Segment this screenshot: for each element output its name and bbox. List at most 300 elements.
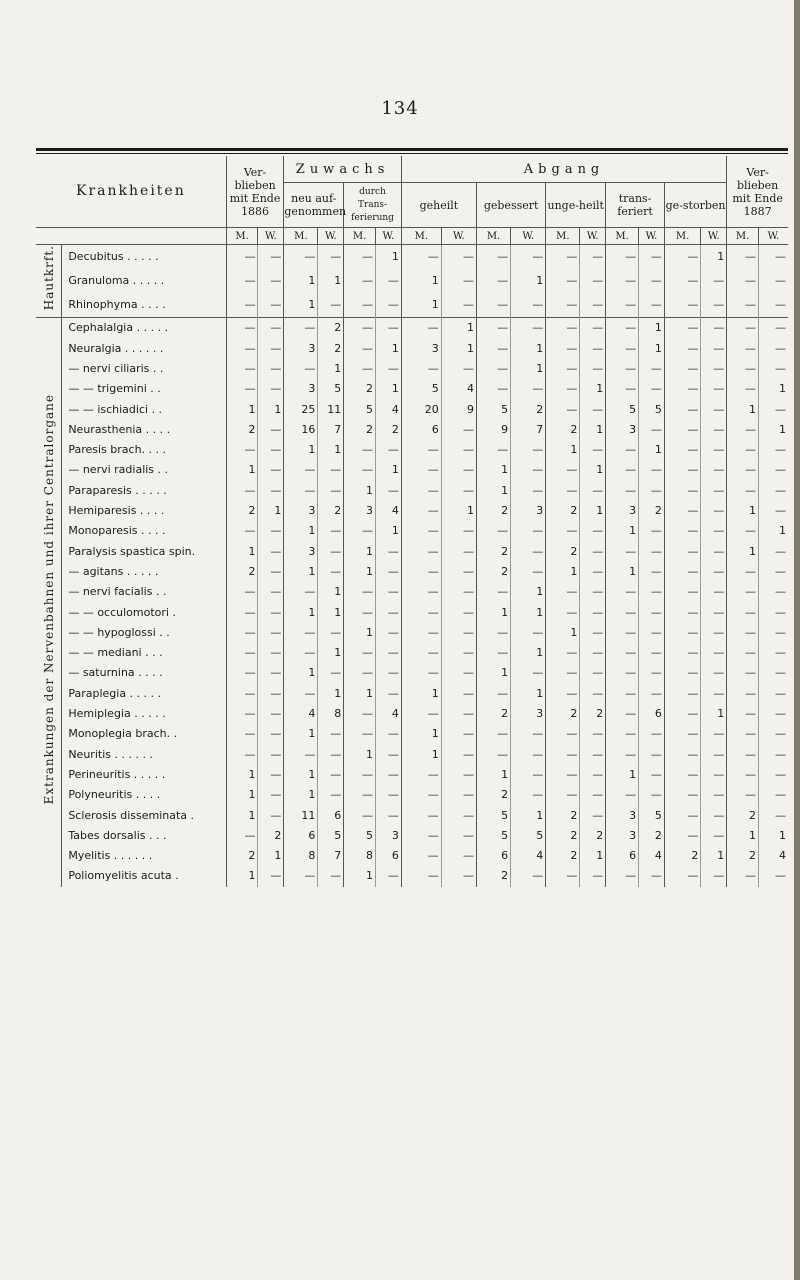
- disease-name: Paraparesis . . . . .: [68, 483, 167, 497]
- value-cell: —: [375, 684, 401, 704]
- value-cell: —: [639, 745, 665, 765]
- value-cell: 1: [727, 399, 759, 419]
- value-cell: —: [284, 866, 318, 886]
- header-unit-w: W.: [258, 228, 284, 245]
- value-cell: —: [727, 318, 759, 339]
- table-row: [36, 339, 788, 359]
- table-row: [36, 521, 788, 541]
- value-cell: —: [606, 379, 639, 399]
- value-cell: —: [441, 582, 476, 602]
- value-cell: —: [546, 245, 580, 270]
- table-row: [36, 399, 788, 419]
- value-cell: —: [758, 460, 788, 480]
- value-cell: 1: [727, 542, 759, 562]
- value-cell: —: [318, 542, 344, 562]
- value-cell: —: [401, 460, 441, 480]
- disease-name: Monoplegia brach. .: [68, 727, 178, 741]
- value-cell: 1: [318, 684, 344, 704]
- value-cell: 1: [375, 521, 401, 541]
- value-cell: —: [639, 623, 665, 643]
- value-cell: —: [318, 293, 344, 318]
- header-unit-m: M.: [344, 228, 376, 245]
- value-cell: —: [441, 805, 476, 825]
- value-cell: 1: [344, 866, 376, 886]
- top-rule: [36, 148, 788, 151]
- value-cell: —: [546, 582, 580, 602]
- value-cell: —: [639, 663, 665, 683]
- table-row: [36, 582, 788, 602]
- value-cell: —: [441, 724, 476, 744]
- value-cell: —: [401, 542, 441, 562]
- value-cell: —: [664, 562, 700, 582]
- value-cell: —: [226, 359, 258, 379]
- value-cell: 1: [580, 501, 606, 521]
- value-cell: —: [701, 643, 727, 663]
- value-cell: —: [580, 765, 606, 785]
- value-cell: 2: [375, 420, 401, 440]
- value-cell: 1: [284, 765, 318, 785]
- value-cell: —: [401, 785, 441, 805]
- value-cell: 1: [344, 623, 376, 643]
- disease-name: — — mediani . . .: [68, 646, 163, 660]
- value-cell: —: [441, 866, 476, 886]
- disease-name: Neuritis . . . . . .: [68, 747, 153, 761]
- value-cell: 2: [477, 542, 511, 562]
- value-cell: —: [401, 866, 441, 886]
- value-cell: 7: [318, 420, 344, 440]
- value-cell: —: [344, 643, 376, 663]
- value-cell: —: [344, 245, 376, 270]
- value-cell: —: [284, 623, 318, 643]
- value-cell: —: [664, 481, 700, 501]
- value-cell: —: [375, 318, 401, 339]
- value-cell: —: [318, 562, 344, 582]
- value-cell: —: [226, 663, 258, 683]
- value-cell: —: [701, 866, 727, 886]
- value-cell: —: [258, 785, 284, 805]
- value-cell: —: [375, 602, 401, 622]
- value-cell: 6: [401, 420, 441, 440]
- value-cell: 2: [477, 866, 511, 886]
- value-cell: —: [546, 643, 580, 663]
- value-cell: —: [727, 293, 759, 318]
- value-cell: —: [284, 481, 318, 501]
- value-cell: —: [580, 293, 606, 318]
- value-cell: —: [441, 245, 476, 270]
- table-row: [36, 542, 788, 562]
- value-cell: —: [477, 745, 511, 765]
- header-unit-w: W.: [701, 228, 727, 245]
- value-cell: —: [664, 866, 700, 886]
- value-cell: —: [727, 724, 759, 744]
- value-cell: —: [758, 359, 788, 379]
- value-cell: —: [258, 460, 284, 480]
- value-cell: 4: [375, 704, 401, 724]
- value-cell: —: [477, 293, 511, 318]
- value-cell: —: [546, 521, 580, 541]
- value-cell: —: [546, 765, 580, 785]
- value-cell: 1: [758, 521, 788, 541]
- value-cell: —: [701, 826, 727, 846]
- value-cell: 1: [606, 521, 639, 541]
- value-cell: —: [606, 339, 639, 359]
- value-cell: —: [701, 785, 727, 805]
- value-cell: 1: [226, 460, 258, 480]
- value-cell: 1: [344, 542, 376, 562]
- value-cell: —: [511, 293, 546, 318]
- value-cell: 1: [639, 440, 665, 460]
- value-cell: 2: [664, 846, 700, 866]
- value-cell: —: [477, 318, 511, 339]
- value-cell: —: [664, 521, 700, 541]
- value-cell: —: [226, 623, 258, 643]
- value-cell: —: [477, 643, 511, 663]
- value-cell: 1: [226, 399, 258, 419]
- value-cell: —: [441, 826, 476, 846]
- value-cell: 2: [546, 846, 580, 866]
- table-row: [36, 379, 788, 399]
- value-cell: —: [511, 562, 546, 582]
- value-cell: —: [226, 318, 258, 339]
- value-cell: —: [441, 420, 476, 440]
- value-cell: —: [375, 643, 401, 663]
- value-cell: —: [606, 318, 639, 339]
- value-cell: —: [580, 359, 606, 379]
- disease-name: — — trigemini . .: [68, 382, 161, 396]
- value-cell: 2: [546, 501, 580, 521]
- value-cell: 5: [639, 805, 665, 825]
- value-cell: 3: [401, 339, 441, 359]
- value-cell: —: [284, 582, 318, 602]
- value-cell: —: [758, 399, 788, 419]
- value-cell: —: [727, 602, 759, 622]
- value-cell: —: [701, 745, 727, 765]
- value-cell: —: [606, 440, 639, 460]
- value-cell: 2: [511, 399, 546, 419]
- table-header: [36, 156, 788, 245]
- value-cell: —: [441, 440, 476, 460]
- value-cell: —: [344, 521, 376, 541]
- value-cell: —: [375, 359, 401, 379]
- value-cell: 2: [226, 501, 258, 521]
- disease-name: Neurasthenia . . . .: [68, 422, 171, 436]
- disease-name: Sclerosis disseminata .: [68, 808, 195, 822]
- disease-name: Myelitis . . . . . .: [68, 849, 153, 863]
- value-cell: 1: [284, 663, 318, 683]
- value-cell: —: [758, 269, 788, 293]
- value-cell: —: [758, 481, 788, 501]
- value-cell: 4: [375, 501, 401, 521]
- value-cell: 1: [401, 293, 441, 318]
- value-cell: —: [401, 846, 441, 866]
- value-cell: —: [441, 359, 476, 379]
- value-cell: —: [441, 684, 476, 704]
- value-cell: 3: [606, 501, 639, 521]
- value-cell: —: [758, 602, 788, 622]
- value-cell: —: [727, 866, 759, 886]
- value-cell: —: [606, 460, 639, 480]
- value-cell: 4: [441, 379, 476, 399]
- value-cell: —: [758, 643, 788, 663]
- value-cell: —: [664, 684, 700, 704]
- header-unit-m: M.: [401, 228, 441, 245]
- page-number: 134: [381, 98, 419, 119]
- value-cell: —: [546, 481, 580, 501]
- value-cell: 1: [375, 460, 401, 480]
- value-cell: —: [701, 542, 727, 562]
- value-cell: 1: [401, 745, 441, 765]
- category-label-cell: [36, 245, 62, 318]
- value-cell: 1: [477, 481, 511, 501]
- value-cell: —: [758, 582, 788, 602]
- disease-name: Neuralgia . . . . . .: [68, 341, 164, 355]
- value-cell: 2: [477, 501, 511, 521]
- value-cell: 1: [639, 318, 665, 339]
- value-cell: —: [284, 460, 318, 480]
- value-cell: 3: [511, 704, 546, 724]
- value-cell: 3: [375, 826, 401, 846]
- value-cell: —: [580, 724, 606, 744]
- value-cell: —: [226, 724, 258, 744]
- value-cell: 6: [477, 846, 511, 866]
- table-row: [36, 805, 788, 825]
- value-cell: —: [580, 521, 606, 541]
- value-cell: 2: [639, 501, 665, 521]
- value-cell: —: [441, 765, 476, 785]
- header-transferred: trans-feriert: [606, 183, 665, 228]
- value-cell: —: [727, 562, 759, 582]
- value-cell: —: [477, 440, 511, 460]
- value-cell: —: [606, 602, 639, 622]
- value-cell: 1: [441, 318, 476, 339]
- value-cell: —: [226, 521, 258, 541]
- value-cell: —: [441, 562, 476, 582]
- value-cell: —: [664, 542, 700, 562]
- value-cell: 1: [258, 846, 284, 866]
- value-cell: —: [664, 602, 700, 622]
- value-cell: —: [727, 269, 759, 293]
- value-cell: —: [401, 481, 441, 501]
- value-cell: —: [318, 245, 344, 270]
- value-cell: 1: [546, 623, 580, 643]
- value-cell: —: [511, 318, 546, 339]
- value-cell: —: [701, 623, 727, 643]
- table-row: [36, 602, 788, 622]
- value-cell: —: [441, 542, 476, 562]
- table-row: [36, 460, 788, 480]
- statistics-table-wrapper: [36, 156, 788, 887]
- value-cell: —: [727, 765, 759, 785]
- value-cell: —: [401, 602, 441, 622]
- header-died: ge-storben: [664, 183, 726, 228]
- value-cell: 1: [284, 440, 318, 460]
- value-cell: —: [639, 643, 665, 663]
- value-cell: 1: [318, 602, 344, 622]
- value-cell: —: [701, 805, 727, 825]
- value-cell: 5: [318, 826, 344, 846]
- value-cell: —: [258, 562, 284, 582]
- value-cell: —: [441, 521, 476, 541]
- value-cell: —: [511, 245, 546, 270]
- value-cell: —: [401, 765, 441, 785]
- value-cell: —: [511, 724, 546, 744]
- value-cell: —: [606, 481, 639, 501]
- value-cell: 3: [344, 501, 376, 521]
- value-cell: —: [664, 663, 700, 683]
- value-cell: 7: [318, 846, 344, 866]
- value-cell: —: [375, 542, 401, 562]
- value-cell: —: [318, 785, 344, 805]
- value-cell: —: [226, 481, 258, 501]
- value-cell: —: [727, 521, 759, 541]
- value-cell: —: [511, 460, 546, 480]
- value-cell: —: [258, 521, 284, 541]
- value-cell: —: [401, 521, 441, 541]
- value-cell: —: [226, 293, 258, 318]
- value-cell: —: [318, 765, 344, 785]
- value-cell: —: [639, 460, 665, 480]
- value-cell: —: [758, 501, 788, 521]
- value-cell: —: [511, 481, 546, 501]
- value-cell: —: [344, 339, 376, 359]
- value-cell: —: [375, 724, 401, 744]
- table-row: [36, 269, 788, 293]
- value-cell: 3: [284, 339, 318, 359]
- value-cell: —: [258, 805, 284, 825]
- value-cell: —: [258, 866, 284, 886]
- value-cell: —: [639, 420, 665, 440]
- value-cell: —: [284, 643, 318, 663]
- value-cell: 25: [284, 399, 318, 419]
- disease-name: Decubitus . . . . .: [68, 250, 159, 264]
- value-cell: —: [580, 339, 606, 359]
- value-cell: —: [580, 318, 606, 339]
- value-cell: —: [701, 269, 727, 293]
- value-cell: —: [701, 293, 727, 318]
- value-cell: 2: [546, 542, 580, 562]
- value-cell: 1: [226, 866, 258, 886]
- value-cell: —: [477, 269, 511, 293]
- value-cell: —: [375, 663, 401, 683]
- value-cell: 1: [441, 339, 476, 359]
- value-cell: —: [701, 663, 727, 683]
- value-cell: —: [284, 245, 318, 270]
- value-cell: 5: [639, 399, 665, 419]
- value-cell: 1: [639, 339, 665, 359]
- value-cell: —: [727, 684, 759, 704]
- value-cell: —: [375, 293, 401, 318]
- value-cell: —: [664, 269, 700, 293]
- value-cell: —: [664, 704, 700, 724]
- table-row: [36, 765, 788, 785]
- value-cell: —: [375, 440, 401, 460]
- value-cell: 1: [580, 460, 606, 480]
- value-cell: —: [258, 245, 284, 270]
- value-cell: 2: [477, 704, 511, 724]
- header-unit-m: M.: [727, 228, 759, 245]
- value-cell: 1: [511, 269, 546, 293]
- value-cell: —: [477, 623, 511, 643]
- value-cell: —: [606, 684, 639, 704]
- value-cell: —: [401, 245, 441, 270]
- value-cell: —: [318, 866, 344, 886]
- value-cell: —: [477, 724, 511, 744]
- value-cell: —: [258, 379, 284, 399]
- header-unit-w: W.: [375, 228, 401, 245]
- value-cell: 1: [401, 684, 441, 704]
- value-cell: —: [226, 245, 258, 270]
- value-cell: —: [258, 318, 284, 339]
- value-cell: —: [727, 785, 759, 805]
- value-cell: —: [401, 826, 441, 846]
- table-body: [36, 245, 788, 887]
- value-cell: 2: [727, 846, 759, 866]
- value-cell: —: [511, 745, 546, 765]
- value-cell: —: [639, 521, 665, 541]
- value-cell: —: [606, 293, 639, 318]
- value-cell: 1: [477, 663, 511, 683]
- value-cell: 1: [318, 440, 344, 460]
- value-cell: —: [701, 359, 727, 379]
- value-cell: —: [226, 379, 258, 399]
- value-cell: —: [546, 399, 580, 419]
- value-cell: 6: [375, 846, 401, 866]
- value-cell: 1: [546, 562, 580, 582]
- value-cell: —: [401, 562, 441, 582]
- value-cell: —: [441, 623, 476, 643]
- value-cell: —: [664, 293, 700, 318]
- value-cell: 3: [284, 542, 318, 562]
- value-cell: —: [580, 582, 606, 602]
- header-abgang: Abgang: [401, 156, 726, 183]
- value-cell: —: [511, 440, 546, 460]
- value-cell: —: [664, 765, 700, 785]
- value-cell: —: [258, 440, 284, 460]
- value-cell: 1: [546, 440, 580, 460]
- value-cell: —: [511, 866, 546, 886]
- header-unit-m: M.: [284, 228, 318, 245]
- value-cell: 2: [344, 379, 376, 399]
- value-cell: 1: [511, 602, 546, 622]
- value-cell: 5: [477, 805, 511, 825]
- disease-name: Paresis brach. . . .: [68, 443, 167, 457]
- value-cell: —: [511, 542, 546, 562]
- value-cell: 1: [284, 293, 318, 318]
- value-cell: —: [441, 460, 476, 480]
- table-row: [36, 481, 788, 501]
- disease-name: Granuloma . . . . .: [68, 274, 165, 288]
- value-cell: 4: [639, 846, 665, 866]
- value-cell: —: [441, 602, 476, 622]
- value-cell: —: [441, 745, 476, 765]
- table-row: [36, 866, 788, 886]
- value-cell: 1: [477, 765, 511, 785]
- value-cell: —: [580, 643, 606, 663]
- value-cell: —: [758, 684, 788, 704]
- disease-name: Hemiparesis . . . .: [68, 504, 165, 518]
- value-cell: —: [226, 684, 258, 704]
- value-cell: —: [580, 440, 606, 460]
- value-cell: 2: [226, 846, 258, 866]
- value-cell: 3: [606, 805, 639, 825]
- value-cell: 20: [401, 399, 441, 419]
- value-cell: —: [639, 562, 665, 582]
- value-cell: —: [758, 623, 788, 643]
- value-cell: 2: [727, 805, 759, 825]
- value-cell: —: [580, 562, 606, 582]
- value-cell: 5: [477, 399, 511, 419]
- value-cell: —: [401, 623, 441, 643]
